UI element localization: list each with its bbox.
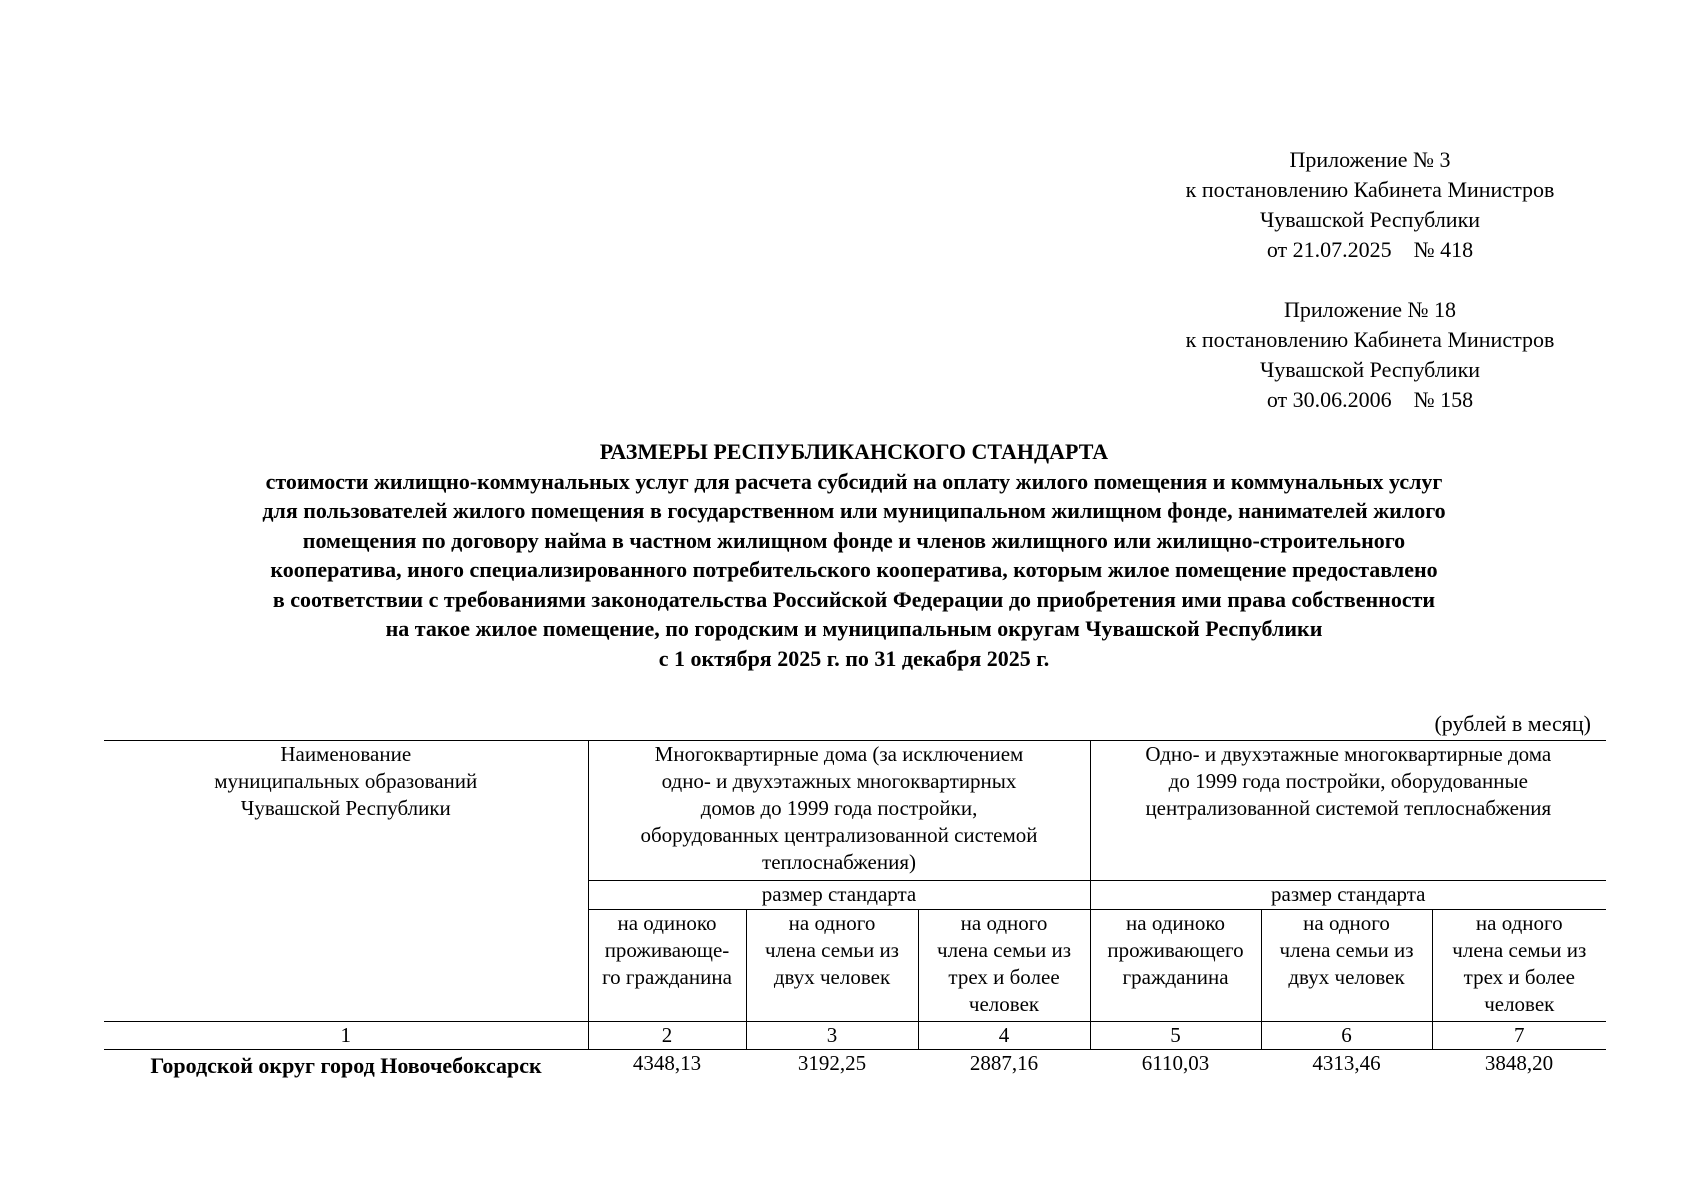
sub-header-line: члена семьи из [1452,938,1587,962]
title-line: с 1 октября 2025 г. по 31 декабря 2025 г. [658,645,1050,671]
sub-header-line: человек [968,992,1040,1016]
sub-header-line: двух человек [1288,965,1405,989]
sub-header-b2 [1261,910,1432,1022]
col1-header [104,741,588,1022]
column-number: 5 [1090,1022,1261,1050]
appendix-current-number: Приложение № 3 [1289,147,1451,172]
group-b-header [1090,741,1606,881]
sub-header-line: на одиноко [1126,911,1226,935]
standards-table [104,740,1606,1079]
value-cell: 2887,16 [969,1051,1039,1075]
sub-header-b3 [1432,910,1606,1022]
group-b-header-line: централизованной системой теплоснабжения [1145,796,1552,820]
appendix-original-ref: к постановлению Кабинета Министров [1185,327,1555,352]
col1-header-line: Наименование [280,742,412,766]
sub-header-a1 [588,910,746,1022]
sub-header-line: трех и более [1463,965,1575,989]
units-label: (рублей в месяц) [1434,711,1591,736]
sub-header-line: члена семьи из [765,938,899,962]
title-heading: РАЗМЕРЫ РЕСПУБЛИКАНСКОГО СТАНДАРТА [599,439,1109,464]
appendix-current-ref: к постановлению Кабинета Министров [1185,177,1555,202]
title-line: кооператива, иного специализированного потребительского кооператива, которым жилое помещение предоставлено [270,557,1438,582]
appendix-original-republic: Чувашской Республики [1259,357,1481,382]
column-number: 2 [588,1022,746,1050]
sub-header-line: гражданина [1122,965,1229,989]
document-title [104,437,1604,673]
sub-header-line: проживающе- [604,938,730,962]
column-number: 7 [1432,1022,1606,1050]
sub-header-line: члена семьи из [937,938,1071,962]
column-number: 1 [104,1022,588,1050]
title-line: помещения по договору найма в частном жилищном фонде и членов жилищного или жилищно-строительного [302,527,1406,553]
value-cell: 4348,13 [632,1051,702,1075]
col1-header-line: муниципальных образований [214,769,478,793]
appendix-original [1120,295,1620,415]
sub-header-line: го гражданина [602,965,732,989]
group-a-header [588,741,1090,881]
appendix-original-date: от 30.06.2006 № 158 [1266,387,1474,412]
sub-header-a3 [918,910,1090,1022]
group-a-header-line: домов до 1999 года постройки, [700,796,978,820]
column-number: 4 [918,1022,1090,1050]
title-line: для пользователей жилого помещения в государственном или муниципальном жилищном фонде, нанимателей жилого [262,498,1446,523]
column-number: 3 [746,1022,918,1050]
sub-header-line: на одного [1475,911,1563,935]
header-row-groups [104,741,1606,881]
title-line: в соответствии с требованиями законодательства Российской Федерации до приобретения ими права собственности [272,586,1436,612]
sub-header-line: двух человек [773,965,891,989]
group-b-header-line: Одно- и двухэтажные многоквартирные дома [1145,742,1552,766]
sub-header-line: на одного [960,911,1048,935]
group-a-header-line: Многоквартирные дома (за исключением [654,742,1024,766]
appendix-current [1120,145,1620,265]
value-cell: 6110,03 [1141,1051,1210,1075]
sub-header-line: члена семьи из [1279,938,1414,962]
group-a-header-line: одно- и двухэтажных многоквартирных [661,769,1017,793]
sub-header-b1 [1090,910,1261,1022]
size-label-b: размер стандарта [1090,881,1606,910]
value-cell: 4313,46 [1312,1051,1381,1075]
group-a-header-line: теплоснабжения) [762,850,916,874]
column-number: 6 [1261,1022,1432,1050]
municipality-name: Городской округ город Новочебоксарск [150,1053,542,1078]
sub-header-line: на одиноко [617,911,717,935]
sub-header-line: человек [1484,992,1555,1016]
value-cell: 3192,25 [797,1051,867,1075]
size-label-a: размер стандарта [588,881,1090,910]
col1-header-line: Чувашской Республики [240,796,451,820]
title-line: на такое жилое помещение, по городским и муниципальным округам Чувашской Республики [385,616,1323,641]
appendix-original-number: Приложение № 18 [1283,297,1457,322]
sub-header-line: проживающего [1107,938,1244,962]
sub-header-a2 [746,910,918,1022]
appendix-current-date: от 21.07.2025 № 418 [1266,237,1474,262]
table-row [104,1050,1606,1080]
group-b-header-line: до 1999 года постройки, оборудованные [1168,769,1528,793]
column-numbers-row [104,1022,1606,1050]
title-line: стоимости жилищно-коммунальных услуг для расчета субсидий на оплату жилого помещения и коммунальных услуг [265,468,1443,494]
appendix-current-republic: Чувашской Республики [1259,207,1481,232]
group-a-header-line: оборудованных централизованной системой [640,823,1038,847]
value-cell: 3848,20 [1484,1051,1554,1075]
sub-header-line: трех и более [948,965,1060,989]
sub-header-line: на одного [1303,911,1390,935]
sub-header-line: на одного [788,911,876,935]
